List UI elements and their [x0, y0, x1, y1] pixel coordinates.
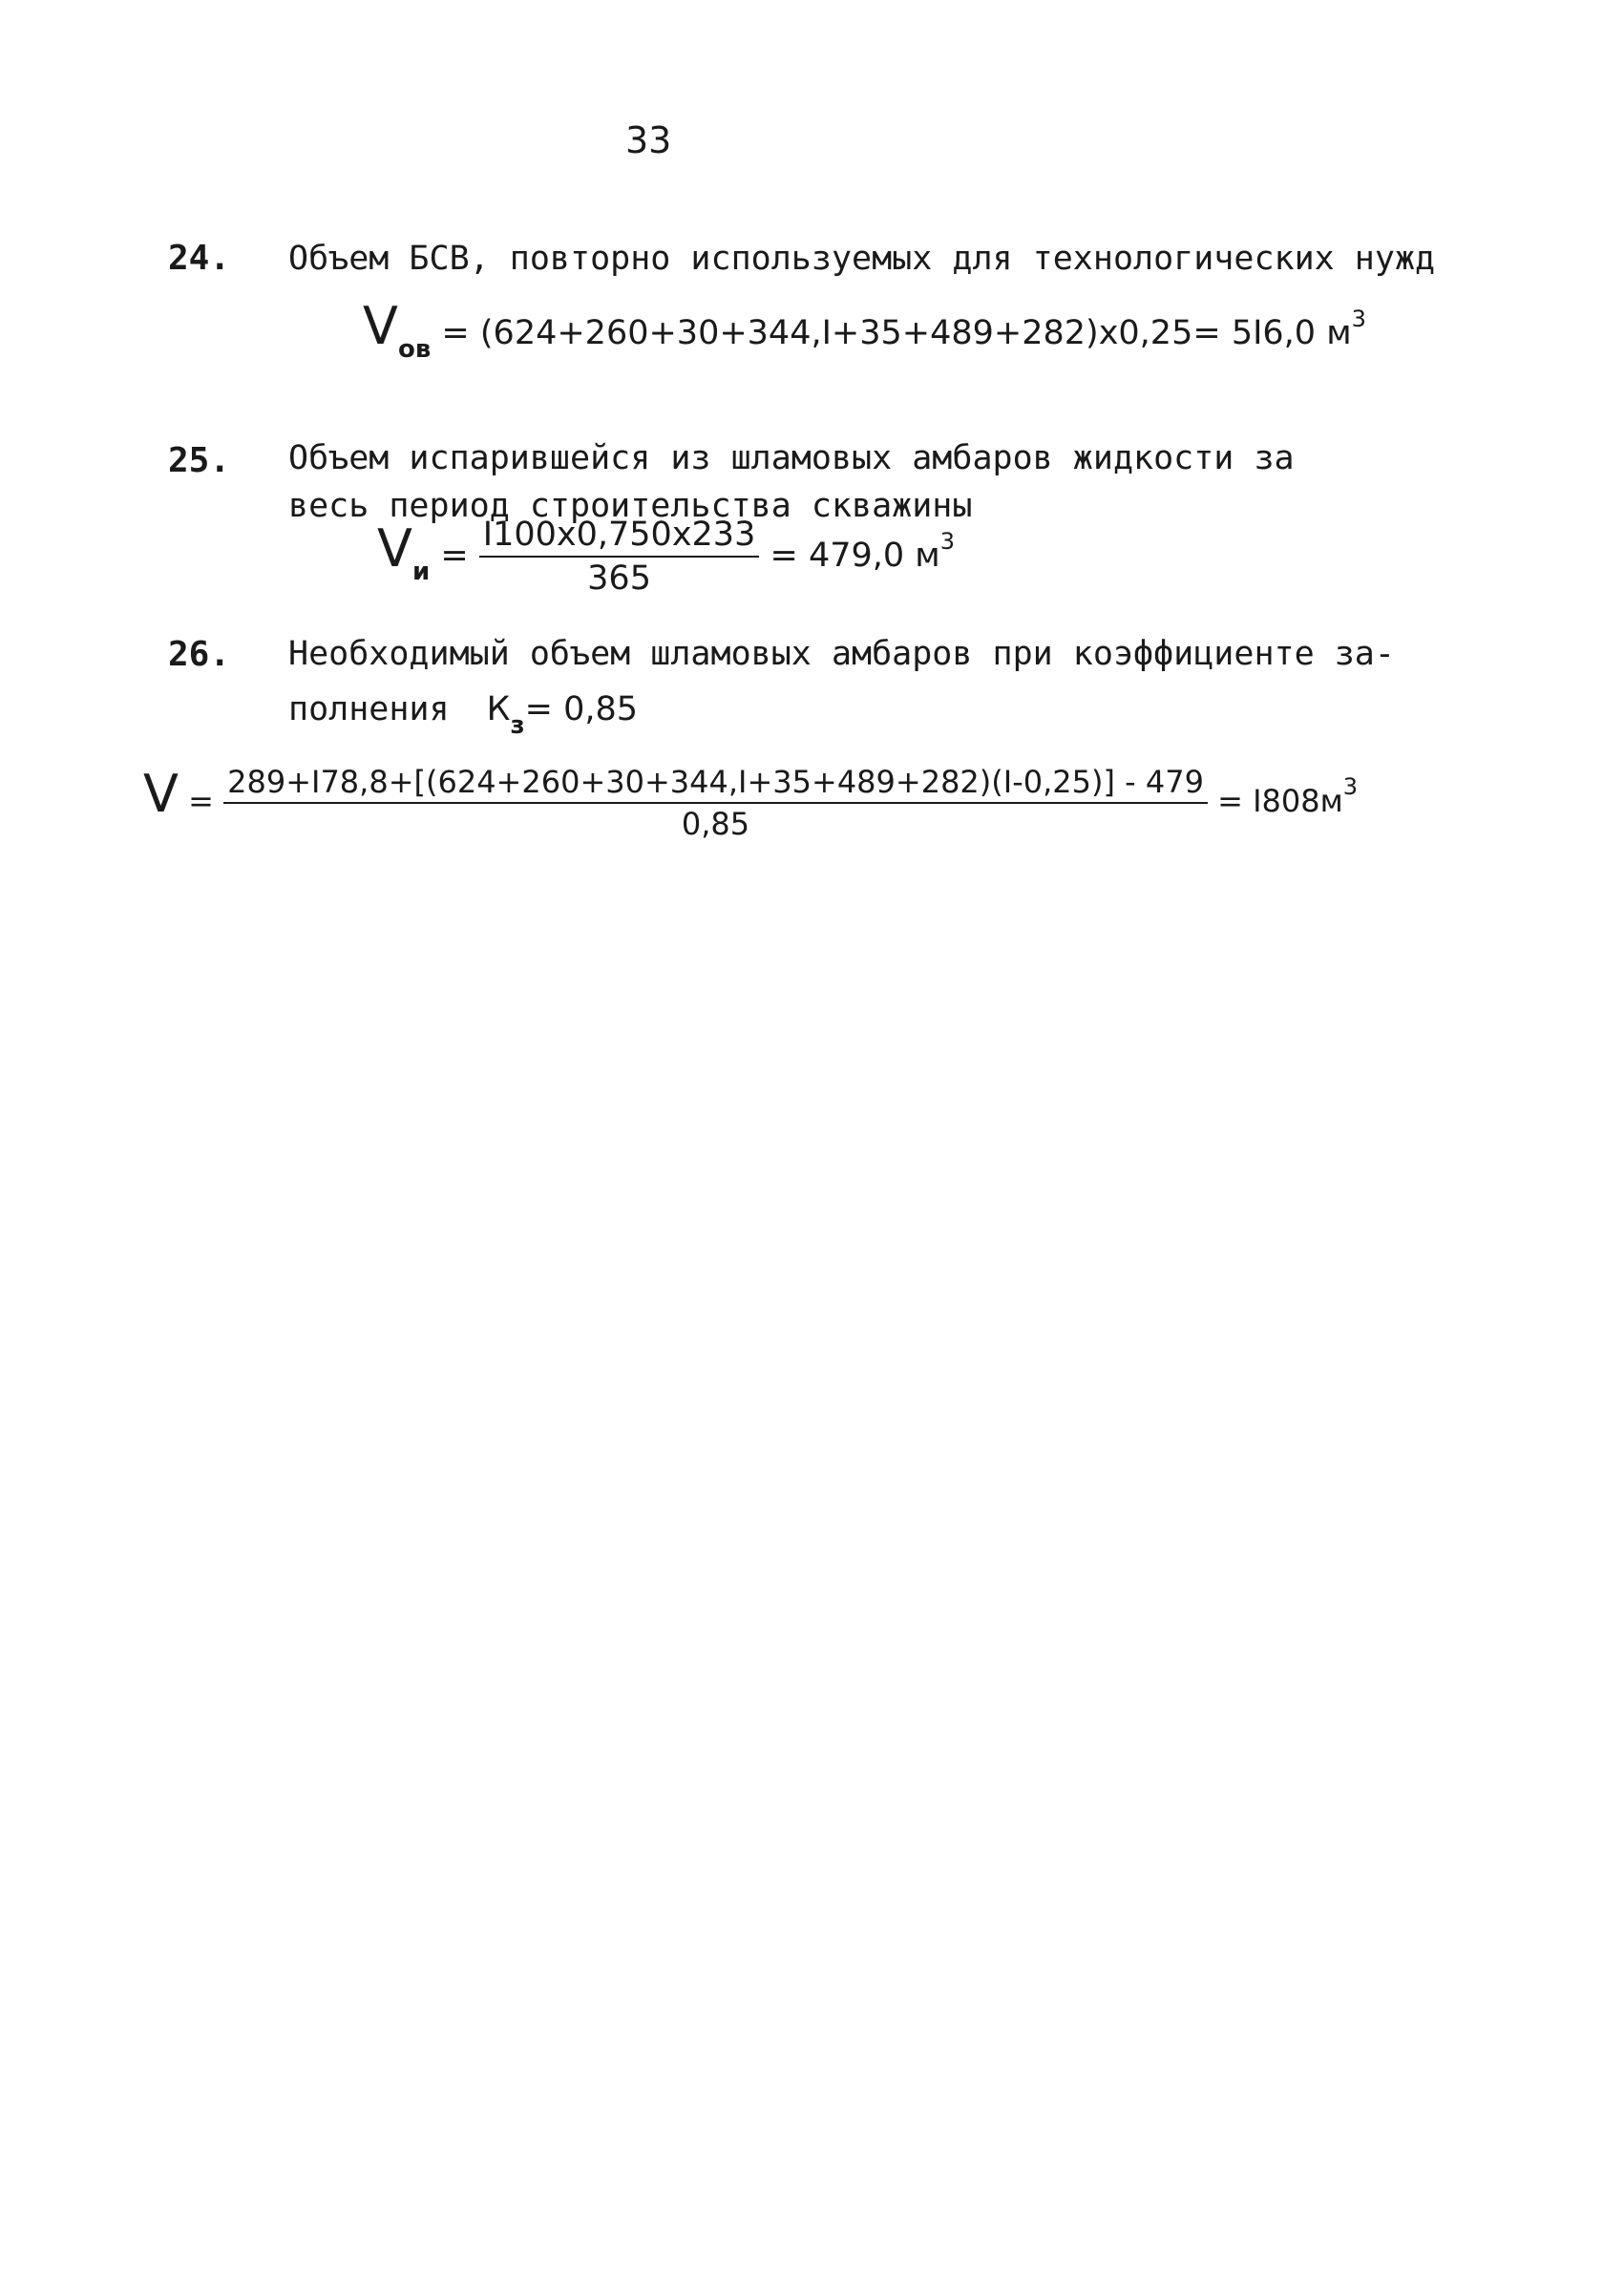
- item-text-line: Объем испарившейся из шламовых амбаров жидкости за: [288, 439, 1295, 477]
- item-text-line: Объем БСВ, повторно используемых для технологических нужд: [288, 240, 1436, 278]
- formula-lhs-subscript: и: [411, 558, 431, 586]
- formula-reuse-volume: [363, 296, 1366, 364]
- item-text-line: Необходимый объем шламовых амбаров при коэффициенте за-: [288, 635, 1395, 673]
- formula-denominator: 365: [587, 559, 651, 598]
- formula-result: I808: [1253, 783, 1320, 819]
- formula-evaporated-volume: [377, 516, 955, 598]
- formula-numerator: 289+I78,8+[(624+260+30+344,I+35+489+282)(I-0,25)] - 479: [223, 764, 1208, 804]
- page-number: 33: [625, 119, 672, 161]
- formula-fraction: [223, 764, 1208, 842]
- item-number: 26.: [168, 635, 231, 674]
- formula-unit-superscript: 3: [1351, 306, 1366, 332]
- formula-lhs-subscript: ов: [397, 335, 432, 364]
- item-text-line: весь период строительства скважины: [288, 487, 973, 525]
- formula-equals: =: [441, 314, 470, 352]
- formula-numerator: I100x0,750x233: [479, 516, 760, 558]
- formula-lhs: V: [363, 296, 398, 356]
- fill-coefficient: [486, 690, 639, 740]
- coef-equals: =: [524, 690, 553, 728]
- formula-expression: (624+260+30+344,I+35+489+282)x0,25=: [479, 314, 1221, 352]
- item-text-line: полнения: [288, 690, 450, 728]
- formula-equals: =: [770, 537, 798, 575]
- coef-label-subscript: з: [510, 711, 525, 740]
- formula-fraction: [479, 516, 760, 598]
- item-text-line-with-coef: [288, 685, 638, 749]
- formula-equals: =: [1217, 783, 1243, 819]
- formula-unit-superscript: 3: [939, 528, 955, 555]
- formula-lhs: V: [143, 764, 179, 824]
- formula-equals: =: [188, 783, 214, 819]
- formula-unit: м: [1326, 314, 1352, 352]
- formula-unit-superscript: 3: [1342, 773, 1359, 800]
- formula-result: 5I6,0: [1231, 314, 1317, 352]
- formula-lhs: V: [377, 518, 412, 579]
- formula-required-volume: [143, 764, 1358, 842]
- formula-result: 479,0: [808, 537, 905, 575]
- coef-value: 0,85: [563, 690, 639, 728]
- coef-label: К: [486, 690, 511, 728]
- item-number: 24.: [168, 239, 231, 278]
- formula-equals: =: [440, 537, 469, 575]
- formula-denominator: 0,85: [681, 806, 750, 842]
- formula-unit: м: [915, 537, 940, 575]
- item-number: 25.: [168, 441, 231, 480]
- formula-unit: м: [1319, 783, 1343, 819]
